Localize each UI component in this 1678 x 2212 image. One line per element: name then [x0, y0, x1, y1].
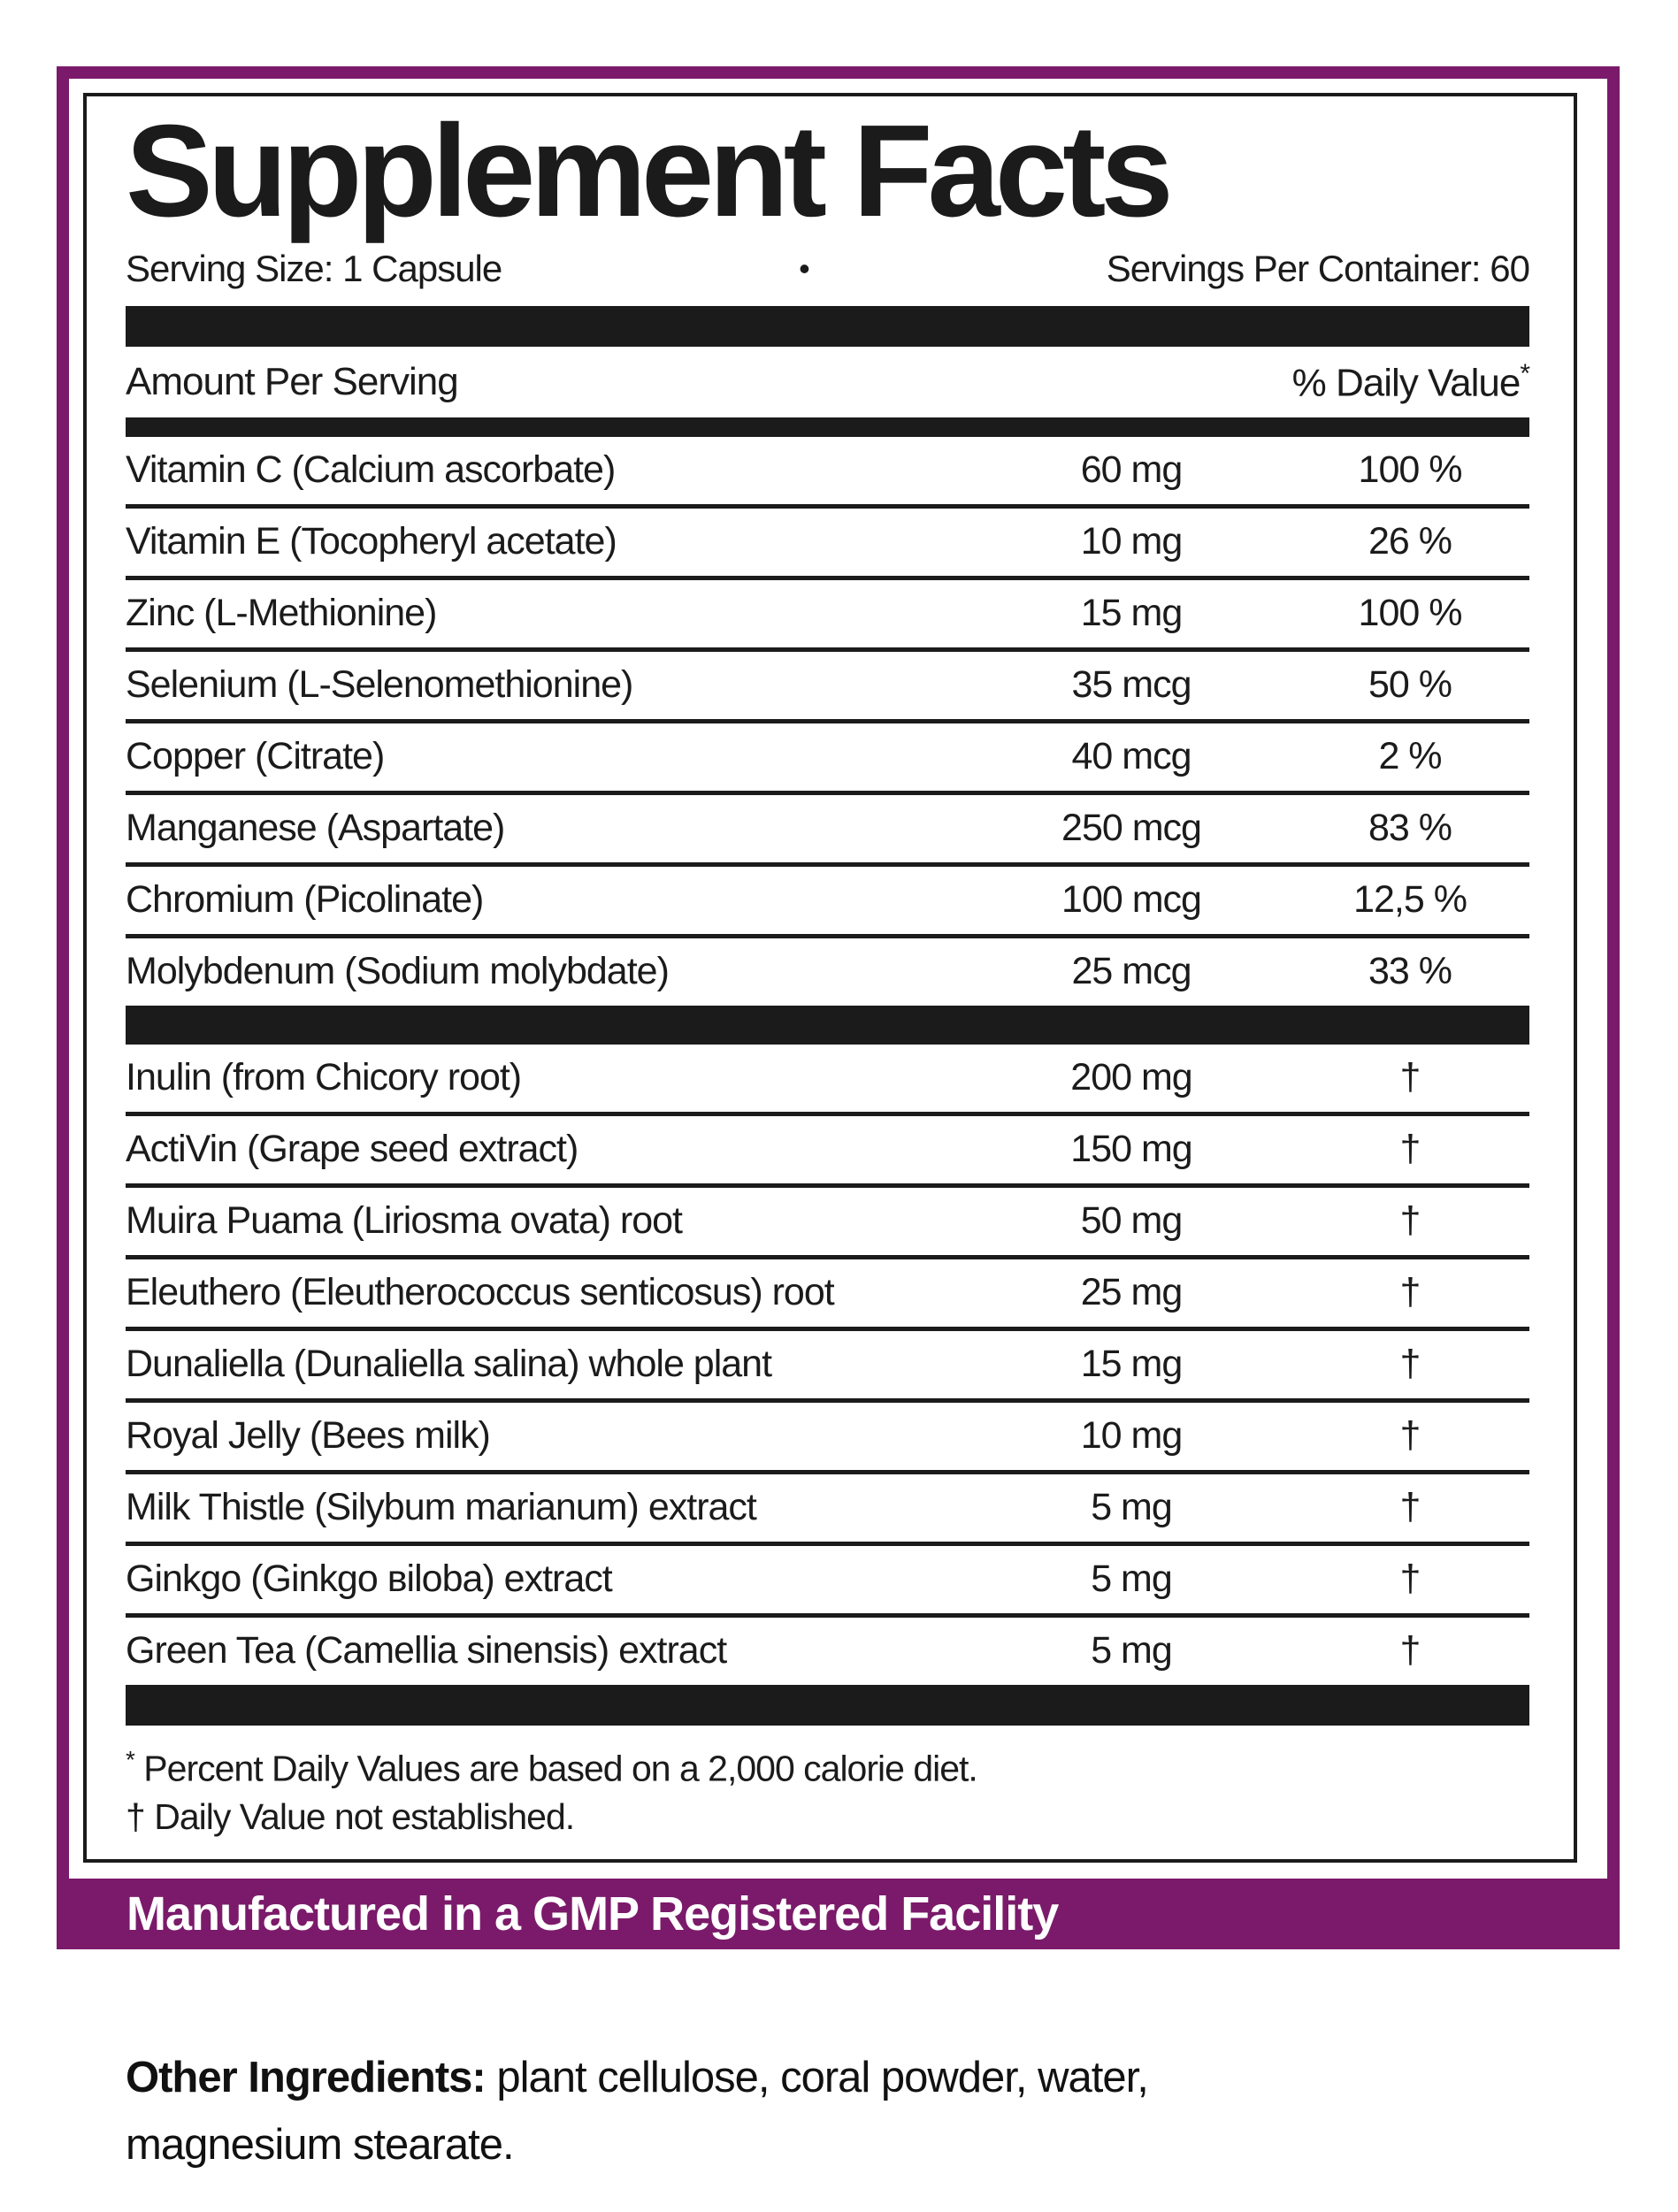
table-row: [126, 437, 1529, 509]
daily-value-header: % Daily Value*: [1291, 358, 1529, 405]
other-ingredients-list: plant cellulose, coral powder, water, magnesium stearate.: [126, 2054, 1148, 2169]
footnote-percent-daily-value: * Percent Daily Values are based on a 2,000 calorie diet.: [126, 1745, 977, 1789]
ingredient-daily-value: †: [1399, 1271, 1421, 1314]
serving-info-line: [126, 248, 1529, 290]
ingredient-name: Zinc (L-Methionine): [126, 592, 437, 635]
ingredient-amount: 15 mg: [1080, 1343, 1183, 1386]
ingredient-daily-value: †: [1399, 1056, 1421, 1099]
ingredient-name: Ginkgo (Ginkgo вiloba) extract: [126, 1558, 612, 1601]
footnote-daily-value-not-established: † Daily Value not established.: [126, 1795, 575, 1837]
ingredient-amount: 10 mg: [1080, 1414, 1183, 1458]
servings-per-container-text: Servings Per Container: 60: [1106, 247, 1529, 289]
ingredient-amount: 150 mg: [1070, 1128, 1192, 1171]
herbals-table-section: [126, 1045, 1529, 1685]
gmp-banner-text: Manufactured in a GMP Registered Facility: [126, 1887, 1059, 1940]
other-ingredients-label: Other Ingredients:: [126, 2054, 486, 2101]
bullet-separator-icon: •: [799, 249, 809, 287]
ingredient-name: Green Tea (Camellia sinensis) extract: [126, 1629, 727, 1672]
ingredient-name: Dunaliella (Dunaliella salina) whole plant: [126, 1343, 772, 1386]
ingredient-name: Vitamin C (Calcium ascorbate): [126, 448, 616, 492]
ingredient-name: ActiVin (Grape seed extract): [126, 1128, 578, 1171]
ingredient-name: Manganese (Aspartate): [126, 807, 505, 850]
ingredient-name: Eleuthero (Eleutherococcus senticosus) root: [126, 1271, 834, 1314]
table-row: [126, 1403, 1529, 1474]
separator-bar-under-header: [126, 417, 1529, 437]
ingredient-daily-value: †: [1399, 1128, 1421, 1171]
ingredient-daily-value: 12,5 %: [1353, 878, 1467, 922]
dagger-symbol: †: [126, 1795, 145, 1837]
ingredient-daily-value: †: [1399, 1343, 1421, 1386]
table-row: [126, 1045, 1529, 1116]
ingredient-daily-value: 33 %: [1368, 950, 1452, 993]
separator-bar-bottom: [126, 1685, 1529, 1726]
ingredient-daily-value: †: [1399, 1486, 1421, 1529]
table-row: [126, 938, 1529, 1006]
table-row: [126, 1188, 1529, 1259]
daily-value-asterisk: *: [1520, 358, 1529, 388]
ingredient-amount: 5 mg: [1091, 1486, 1172, 1529]
ingredient-amount: 15 mg: [1080, 592, 1183, 635]
table-row: [126, 1546, 1529, 1618]
table-row: [126, 723, 1529, 795]
ingredient-daily-value: †: [1399, 1629, 1421, 1672]
ingredient-daily-value: †: [1399, 1414, 1421, 1458]
ingredient-name: Vitamin E (Tocopheryl acetate): [126, 520, 617, 563]
minerals-table-section: [126, 437, 1529, 1006]
asterisk-symbol: *: [126, 1745, 134, 1773]
table-row: [126, 1331, 1529, 1403]
table-row: [126, 509, 1529, 580]
ingredient-daily-value: †: [1399, 1199, 1421, 1243]
ingredient-name: Copper (Citrate): [126, 735, 385, 778]
ingredient-amount: 60 mg: [1080, 448, 1183, 492]
ingredient-amount: 35 mcg: [1071, 663, 1191, 707]
ingredient-name: Muira Puama (Liriosma ovata) root: [126, 1199, 682, 1243]
ingredient-amount: 50 mg: [1080, 1199, 1183, 1243]
other-ingredients-paragraph: [126, 2044, 1196, 2178]
panel-title: Supplement Facts: [126, 98, 1168, 244]
ingredient-amount: 40 mcg: [1071, 735, 1191, 778]
ingredient-amount: 10 mg: [1080, 520, 1183, 563]
ingredient-daily-value: 100 %: [1358, 592, 1462, 635]
ingredient-daily-value: †: [1399, 1558, 1421, 1601]
ingredient-amount: 25 mg: [1080, 1271, 1183, 1314]
ingredient-daily-value: 2 %: [1378, 735, 1442, 778]
ingredient-daily-value: 83 %: [1368, 807, 1452, 850]
table-row: [126, 652, 1529, 723]
table-row: [126, 1474, 1529, 1546]
ingredient-name: Royal Jelly (Bees milk): [126, 1414, 490, 1458]
ingredient-name: Chromium (Picolinate): [126, 878, 484, 922]
ingredient-name: Milk Thistle (Silybum marianum) extract: [126, 1486, 756, 1529]
label-outer-border: [57, 66, 1620, 1949]
ingredient-name: Inulin (from Chicory root): [126, 1056, 522, 1099]
ingredient-name: Selenium (L-Selenomethionine): [126, 663, 633, 707]
ingredient-amount: 5 mg: [1091, 1629, 1172, 1672]
table-row: [126, 580, 1529, 652]
table-row: [126, 1116, 1529, 1188]
ingredient-daily-value: 100 %: [1358, 448, 1462, 492]
supplement-facts-panel: [83, 93, 1577, 1863]
table-row: [126, 1618, 1529, 1685]
ingredient-amount: 25 mcg: [1071, 950, 1191, 993]
ingredient-amount: 5 mg: [1091, 1558, 1172, 1601]
ingredient-amount: 250 mcg: [1061, 807, 1201, 850]
footnotes-block: [126, 1726, 1529, 1841]
table-row: [126, 867, 1529, 938]
table-header-row: [126, 347, 1529, 417]
separator-bar-top: [126, 306, 1529, 347]
ingredient-daily-value: 50 %: [1368, 663, 1452, 707]
table-row: [126, 1259, 1529, 1331]
separator-bar-middle: [126, 1006, 1529, 1045]
ingredient-daily-value: 26 %: [1368, 520, 1452, 563]
amount-per-serving-header: Amount Per Serving: [126, 359, 458, 403]
serving-size-text: Serving Size: 1 Capsule: [126, 247, 502, 289]
table-row: [126, 795, 1529, 867]
ingredient-name: Molybdenum (Sodium molybdate): [126, 950, 669, 993]
ingredient-amount: 100 mcg: [1061, 878, 1201, 922]
gmp-banner: [57, 1879, 1620, 1949]
ingredient-amount: 200 mg: [1070, 1056, 1192, 1099]
